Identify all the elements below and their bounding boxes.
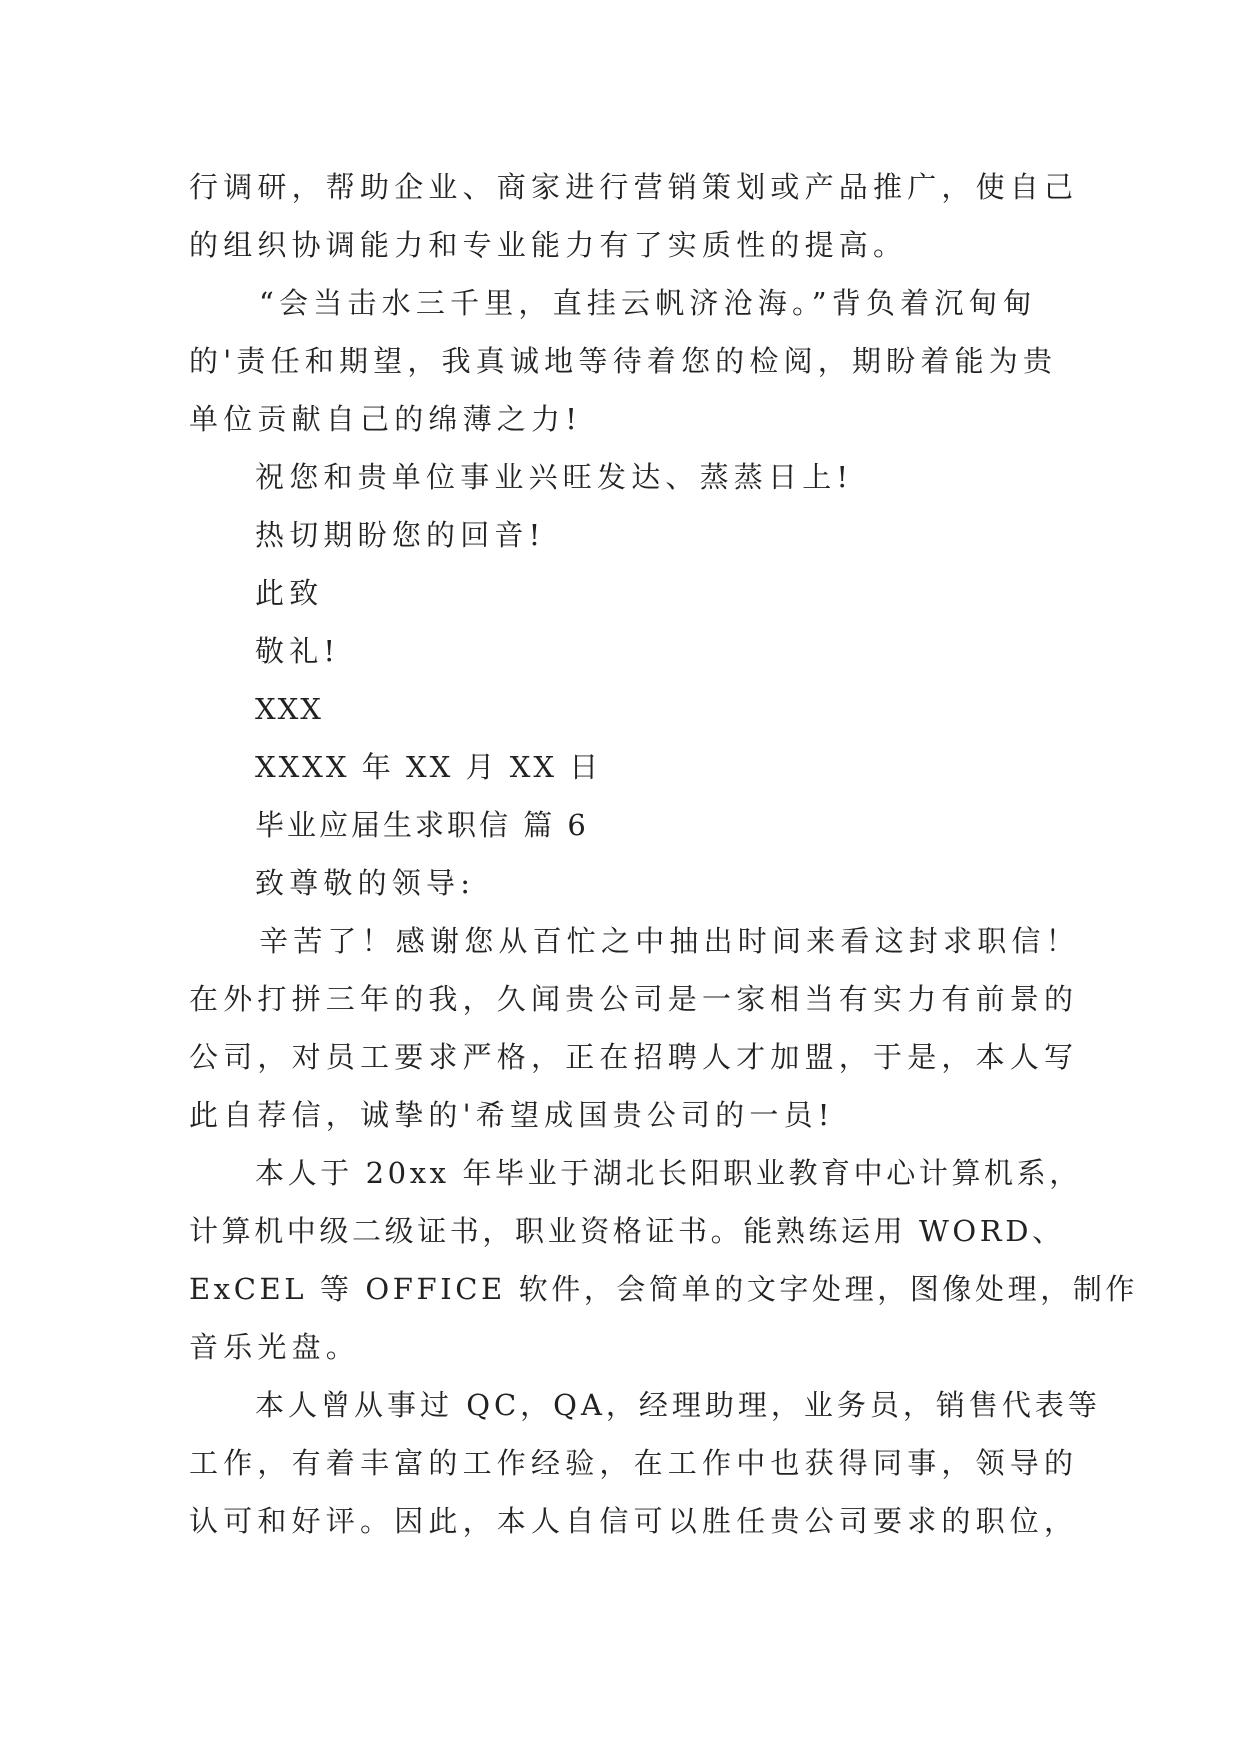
body-text-line: 此自荐信，诚挚的'希望成国贵公司的一员! xyxy=(189,1098,835,1132)
closing-hope: 热切期盼您的回音! xyxy=(255,518,546,552)
signature-name: XXX xyxy=(255,692,323,726)
salutation: 致尊敬的领导: xyxy=(255,866,476,900)
body-text-line: 辛苦了！感谢您从百忙之中抽出时间来看这封求职信！ xyxy=(259,924,1080,958)
quote-line: “会当击水三千里，直挂云帆济沧海。”背负着沉甸甸 xyxy=(259,286,1037,320)
body-text-line: 单位贡献自己的绵薄之力! xyxy=(189,402,583,436)
body-text-line: 本人曾从事过 QC，QA，经理助理，业务员，销售代表等 xyxy=(255,1388,1101,1422)
section-heading: 毕业应届生求职信 篇 6 xyxy=(255,808,589,842)
body-text-line: ExCEL 等 OFFICE 软件，会简单的文字处理，图像处理，制作 xyxy=(189,1272,1139,1306)
body-text-line: 的组织协调能力和专业能力有了实质性的提高。 xyxy=(189,228,908,262)
closing-ci-zhi: 此致 xyxy=(255,576,324,610)
closing-jing-li: 敬礼! xyxy=(255,634,341,668)
closing-wish: 祝您和贵单位事业兴旺发达、蒸蒸日上! xyxy=(255,460,854,494)
signature-date: XXXX 年 XX 月 XX 日 xyxy=(255,750,602,784)
body-text-line: 本人于 20xx 年毕业于湖北长阳职业教育中心计算机系， xyxy=(255,1156,1082,1190)
body-text-line: 的'责任和期望，我真诚地等待着您的检阅，期盼着能为贵 xyxy=(189,344,1058,378)
body-text-line: 音乐光盘。 xyxy=(189,1330,361,1364)
body-text-line: 工作，有着丰富的工作经验，在工作中也获得同事，领导的 xyxy=(189,1446,1079,1480)
body-text-line: 认可和好评。因此，本人自信可以胜任贵公司要求的职位， xyxy=(189,1504,1079,1538)
body-text-line: 公司，对员工要求严格，正在招聘人才加盟，于是，本人写 xyxy=(189,1040,1079,1074)
body-text-line: 计算机中级二级证书，职业资格证书。能熟练运用 WORD、 xyxy=(189,1214,1065,1248)
body-text-line: 在外打拼三年的我，久闻贵公司是一家相当有实力有前景的 xyxy=(189,982,1079,1016)
body-text-line: 行调研，帮助企业、商家进行营销策划或产品推广，使自己 xyxy=(189,170,1079,204)
